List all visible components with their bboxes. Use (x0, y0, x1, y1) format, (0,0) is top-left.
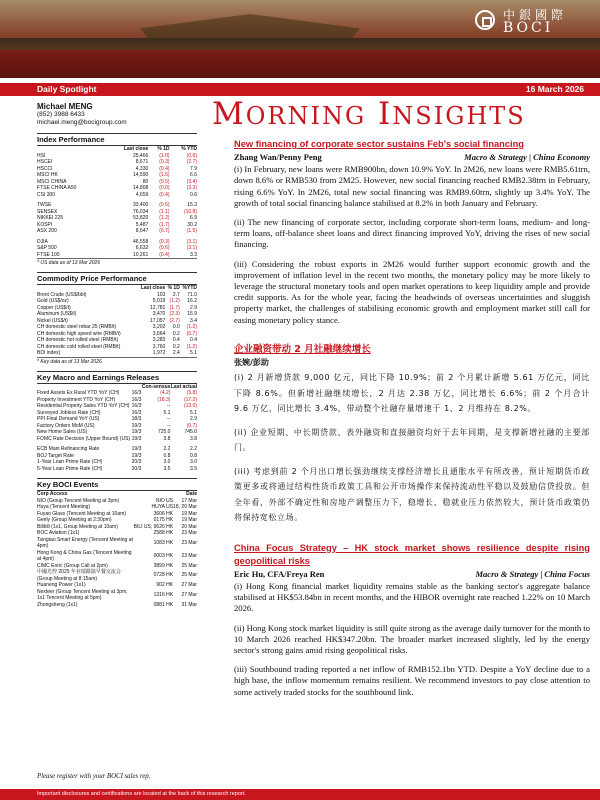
boc-emblem-icon (475, 10, 495, 30)
event-cell: 20 Mar (181, 523, 197, 530)
events-title: Key BOCI Events (37, 478, 197, 491)
left-sidebar (37, 100, 197, 608)
macro-cell: 5.1 (190, 409, 197, 416)
commodity-header-cell: % 1D (167, 285, 180, 291)
index-cell: (1.5) (159, 172, 170, 178)
macro-cell: BOJ Target Rate (37, 452, 74, 459)
index-cell: (0.7) (159, 228, 170, 234)
event-cell: 25 Mar (181, 572, 197, 579)
event-cell: 902 HK (156, 582, 174, 588)
event-cell: 2588 HK (153, 530, 174, 536)
macro-table (37, 384, 197, 473)
commodity-cell: CH domestic cold rolled steel (RMB/t) (37, 343, 121, 350)
macro-cell: New Home Sales (US) (37, 429, 88, 435)
index-cell: 3.3 (190, 251, 197, 258)
macro-cell: -- (167, 416, 171, 422)
commodity-cell: 3,283 (152, 337, 166, 343)
macro-cell: 19/3 (131, 452, 142, 459)
event-cell: 23 Mar (181, 539, 197, 546)
commodity-cell: 103 (156, 291, 166, 298)
section-bar (0, 83, 600, 96)
event-row (37, 537, 197, 550)
index-cell: 0.6 (190, 191, 197, 198)
commodity-cell: 3,202 (152, 324, 166, 330)
index-cell: 8,547 (135, 228, 149, 234)
event-cell: 中國光控 2025 年业绩路演早餐交流会 (Group Meeting at 8:15am) (37, 569, 121, 582)
macro-cell: Residential Property Sales YTD YoY (CH) (37, 403, 130, 409)
macro-cell: 16/3 (131, 396, 142, 403)
event-cell: 1083 HK (153, 539, 174, 546)
article-3-byline: Eric Hu, CFA/Freya Ren Macro & Strategy | China Focus (234, 568, 590, 579)
index-cell: 80 (142, 178, 149, 185)
macro-cell: 20/3 (131, 465, 142, 472)
macro-cell: Property Investment YTD YoY (CH) (37, 396, 116, 403)
index-cell: (3.4) (186, 178, 197, 185)
macro-cell: 3.0 (190, 459, 197, 465)
index-cell: 7.9 (190, 165, 197, 172)
commodity-title: Commodity Price Performance (37, 272, 197, 285)
index-cell: SENSEX (37, 208, 58, 215)
event-cell: Zhongsheng (1x1) (37, 601, 78, 608)
event-header-cell: Corp Access (37, 491, 68, 497)
macro-cell: 16/3 (131, 390, 142, 396)
index-cell: 6.9 (190, 215, 197, 221)
article-2-byline: 张婉/彭助 (234, 358, 269, 368)
macro-cell: 3.8 (190, 435, 197, 442)
footer-disclaimer: Important disclosures and certifications are located at the back of this research report. (37, 791, 246, 797)
event-cell: Tsingtao Smart Energy (Tencent Meeting at 4pm) (37, 536, 133, 549)
commodity-note: * Key data as of 13 Mar 2026 (37, 357, 197, 365)
index-cell: (10.8) (183, 208, 197, 215)
event-cell: 18, 20 Mar (173, 504, 197, 510)
report-date: 16 March 2026 (525, 84, 584, 94)
macro-cell: 5-Year Loan Prime Rate (CH) (37, 465, 103, 472)
commodity-cell: 1,972 (152, 350, 166, 356)
commodity-cell: 16.2 (187, 298, 197, 304)
index-cell: 53,820 (132, 215, 149, 221)
commodity-cell: Copper (US$/t) (37, 304, 71, 311)
macro-cell: 0.8 (190, 452, 197, 459)
macro-cell: (0.7) (186, 422, 197, 429)
index-cell: 46,558 (132, 238, 149, 245)
commodity-cell: 17,057 (150, 317, 166, 324)
commodity-cell: 2.4 (172, 350, 180, 356)
index-cell: 30.2 (187, 221, 197, 228)
event-cell: NIO (Group Tencent Meeting at 3pm) (37, 497, 120, 504)
macro-title: Key Macro and Earnings Releases (37, 371, 197, 384)
index-cell: (0.4) (159, 251, 170, 258)
index-cell: 6,632 (135, 245, 149, 251)
article-1-p2: (ii) The new financing of corporate sector, including corporate short-term loans, medium- and long-term loans, off-balance sheet loans and direct financing improved YoY, driving the rises of new social financing. (234, 217, 590, 250)
logo-cn: 中銀國際 (503, 8, 568, 22)
event-row (37, 589, 197, 602)
macro-cell: 18/3 (131, 416, 142, 422)
macro-cell: (4.2) (160, 390, 171, 396)
wall-illustration (0, 50, 600, 78)
macro-cell: PPI Final Demand YoY (US) (37, 416, 100, 422)
macro-cell: 725.0 (157, 429, 171, 435)
author-name: Michael MENG (37, 102, 93, 111)
commodity-cell: (2.7) (169, 317, 180, 324)
commodity-cell: 16.9 (187, 311, 197, 317)
article-3-p1: (i) Hong Kong financial market liquidity remains stable as the banking sector's aggregate balance stabilised at HK$53.84bn in recent months, and the HIBOR overnight rate reached 1.22% on 10 March 2026. (234, 580, 590, 614)
commodity-cell: 3.4 (190, 317, 197, 324)
macro-cell: Surveyed Jobless Rate (CH) (37, 409, 101, 416)
commodity-cell: 0.4 (190, 337, 197, 343)
index-cell: KOSPI (37, 221, 53, 228)
commodity-cell: 3,664 (152, 330, 166, 337)
commodity-table (37, 285, 197, 357)
commodity-cell: 3,470 (152, 311, 166, 317)
index-note: * US data as of 13 Mar 2026 (37, 258, 197, 266)
article-2-p1: (i) 2 月新增贷款 9,000 亿元，同比下降 10.9%；前 2 个月累计新增 5.61 万亿元，同比下降 8.6%。但新增社融继续增长，2 月达 2.38 万亿，同比增长 6.6%；前 2 个月合计 9.6 万亿，同比增长 3.4%，带动整个社融存量增速于 1、2 月维持在 8.2%。 (234, 373, 590, 414)
event-cell: NIO US (155, 497, 174, 504)
event-cell: 17 Mar (181, 497, 197, 504)
commodity-header-cell: %YTD (182, 285, 197, 291)
macro-cell: FOMC Rate Decision (Upper Bound) (US) (37, 435, 131, 442)
index-cell: 14,590 (132, 172, 149, 178)
index-cell: (3.1) (186, 238, 197, 245)
commodity-cell: (0.7) (186, 330, 197, 337)
commodity-cell: (1.2) (169, 298, 180, 304)
event-cell: 3899 HK (153, 562, 174, 569)
macro-cell: 2.9 (190, 416, 197, 422)
macro-row (37, 466, 197, 473)
commodity-cell: (2.3) (169, 311, 180, 317)
event-row (37, 602, 197, 609)
index-cell: NIKKEI 225 (37, 215, 64, 221)
article-3-p2: (ii) Hong Kong stock market liquidity is still quite strong as the average daily turnover for the month to 10 March 2026 reached HK$347.20bn. The broader market increased slightly, led by the energy sector's strong gains amid rising geopolitical risks. (234, 622, 590, 655)
macro-header-cell: Last actual (170, 383, 197, 390)
event-row (37, 569, 197, 582)
macro-cell: 0.8 (163, 452, 171, 459)
commodity-cell: 0.2 (172, 343, 180, 350)
event-cell: 0728 HK (153, 572, 174, 579)
commodity-cell: Brent Crude (US$/bbl) (37, 291, 87, 298)
index-cell: (0.3) (159, 159, 170, 165)
commodity-cell: Aluminum (US$/t) (37, 311, 77, 317)
events-table (37, 491, 197, 608)
index-cell: CSI 300 (37, 191, 56, 198)
macro-cell: 3.0 (163, 459, 171, 465)
index-cell: (3.3) (186, 185, 197, 191)
morning-insights-title: MORNING INSIGHTS (212, 96, 526, 132)
index-cell: (0.5) (159, 202, 170, 208)
commodity-cell: CH domestic hot rolled steel (RMB/t) (37, 337, 119, 343)
article-2-p2: (ii) 企业短期、中长期贷款、表外融资和直接融资均好于去年同期，是支撑新增社融的主要部门。 (234, 427, 590, 453)
index-cell: 8,671 (135, 159, 149, 165)
index-cell: FTSE 100 (37, 251, 60, 258)
commodity-cell: 2.7 (172, 291, 180, 298)
event-cell: Huya (Tencent Meeting) (37, 504, 91, 510)
index-cell: (1.2) (159, 215, 170, 221)
index-cell: 6.6 (190, 172, 197, 178)
commodity-header-cell: Last close (140, 285, 166, 291)
macro-cell: 5.1 (163, 409, 171, 416)
macro-cell: 1-Year Loan Prime Rate (CH) (37, 459, 103, 465)
event-cell: 23 Mar (181, 552, 197, 559)
boci-logo (475, 6, 590, 40)
index-cell: 10,261 (132, 251, 149, 258)
commodity-cell: 5.1 (190, 350, 197, 356)
author-email[interactable]: michael.meng@bocigroup.com (37, 119, 127, 126)
event-cell: 19 Mar (181, 510, 197, 517)
index-cell: FTSE CHINA A50 (37, 185, 77, 191)
main-content (234, 138, 590, 706)
event-cell: Geely (Group Meeting at 2:30pm) (37, 517, 112, 523)
index-performance-table (37, 146, 197, 258)
macro-cell: 16/3 (131, 409, 142, 416)
commodity-cell: (1.2) (186, 324, 197, 330)
event-row (37, 550, 197, 563)
index-cell: 4,330 (135, 165, 149, 172)
event-cell: 3606 HK (153, 510, 174, 517)
article-3-title[interactable]: China Focus Strategy – HK stock market shows resilience despite rising geopolitical risks (234, 542, 590, 566)
event-cell: 23 Mar (181, 530, 197, 536)
macro-cell: 3.8 (163, 435, 171, 442)
commodity-cell: Gold (US$/oz) (37, 298, 69, 304)
commodity-cell: 0.4 (172, 337, 180, 343)
commodity-cell: BDI index) (37, 350, 61, 356)
logo-en: BOCI (503, 20, 554, 36)
macro-cell: 19/3 (131, 435, 142, 442)
macro-cell: 19/3 (131, 446, 142, 452)
macro-cell: 745.0 (184, 429, 197, 435)
index-cell: 5,487 (135, 221, 149, 228)
index-cell: (0.6) (186, 152, 197, 159)
event-cell: 0881 HK (153, 601, 174, 608)
commodity-cell: CH domestic steel rebar 25 (RMB/t) (37, 324, 117, 330)
index-cell: HSCEI (37, 159, 53, 165)
macro-header-cell: Con-sensus (141, 383, 171, 390)
commodity-cell: 71.0 (187, 291, 197, 298)
macro-cell: -- (167, 403, 171, 409)
commodity-cell: (1.2) (186, 343, 197, 350)
macro-cell: (3.8) (186, 390, 197, 396)
index-cell: HSCCI (37, 165, 53, 172)
macro-cell: 2.2 (163, 446, 171, 452)
index-cell: 15.3 (187, 202, 197, 208)
index-cell: (1.0) (159, 152, 170, 159)
index-cell: (1.5) (186, 228, 197, 234)
event-cell: Nexteer (Group Tencent Meeting at 3pm, 1x1 Tencent Meeting at 5pm) (37, 588, 128, 601)
event-cell: 27 Mar (181, 591, 197, 598)
macro-cell: 20/3 (131, 459, 142, 465)
macro-cell: -- (167, 422, 171, 429)
commodity-cell: 3,760 (152, 343, 166, 350)
commodity-cell: 0.2 (172, 330, 180, 337)
index-cell: (0.5) (159, 178, 170, 185)
article-1-byline: Zhang Wan/Penny Peng Macro & Strategy | China Economy (234, 152, 590, 162)
commodity-cell: 2.9 (190, 304, 197, 311)
index-cell: (2.7) (186, 159, 197, 165)
commodity-cell: 5,019 (152, 298, 166, 304)
index-cell: (0.4) (159, 165, 170, 172)
macro-cell: (13.0) (183, 403, 197, 409)
index-cell: ASX 200 (37, 228, 57, 234)
index-header-cell: % YTD (181, 146, 197, 152)
event-cell: BOC Aviation (1x1) (37, 530, 80, 536)
event-cell: 1316 HK (153, 591, 174, 598)
article-3-p3: (iii) Southbound trading reported a net inflow of RMB152.1bn YTD. Despite a YoY decline due to a high base, the inflow momentum remains resilient. We recommend investors to pay close attention to some actively traded stocks for the southbound link. (234, 664, 590, 697)
event-cell: HUYA US (151, 504, 174, 510)
event-cell: 19 Mar (181, 517, 197, 523)
event-cell: Fuyao Glass (Tencent Meeting at 10am) (37, 510, 126, 517)
macro-cell: 3.5 (190, 465, 197, 472)
article-1-p1: (i) In February, new loans were RMB900bn, down 10.9% YoY. In 2M26, new loans were RMB5.61trn, down 8.6% or RMB530 from 2M25. However, new social financing reached RMB2.38trn in February, rising 6.6% YoY. In 2M26, total new social financing was RMB9.60trn, slightly up 3.4% YoY. The growth of total social financing balance stabilised at 8.2% in both January and February. (234, 164, 590, 208)
macro-cell: 3.5 (163, 465, 171, 472)
section-label: Daily Spotlight (37, 84, 97, 94)
event-cell: 0175 HK (153, 517, 174, 523)
index-cell: 25,466 (132, 152, 149, 159)
index-cell: (1.1) (159, 208, 170, 215)
header-banner (0, 0, 600, 78)
macro-cell: Factory Orders MoM (US) (37, 422, 95, 429)
index-cell: TWSE (37, 202, 52, 208)
index-cell: 33,400 (132, 202, 149, 208)
event-cell: Huaneng Power (1x1) (37, 582, 86, 588)
event-cell: 0003 HK (153, 552, 174, 559)
macro-cell: 16/3 (131, 403, 142, 409)
author-phone: (852) 3988 6433 (37, 111, 85, 118)
event-cell: Hong Kong & China Gas (Tencent Meeting at 4pm) (37, 549, 132, 562)
index-cell: 14,808 (132, 185, 149, 191)
event-cell: 31 Mar (181, 601, 197, 608)
macro-cell: 19/3 (131, 429, 142, 435)
article-1-p3: (iii) Considering the robust exports in 2M26 would further support economic growth and the improvement of inflation level in the recent two months, the monetary policy may be more likely to leverage the structural monetary tools and open market operations to keep liquidity ample and provide credit supports. As for the whole year, facing the headwinds of overseas uncertainties and sluggish property market, the challenges of stabilising economic growth and employment market still call for easing monetary policy stance. (234, 258, 590, 325)
commodity-cell: CH domestic high speed wire (RMB/t) (37, 330, 121, 337)
commodity-cell: (1.7) (169, 304, 180, 311)
macro-cell: 2.2 (190, 446, 197, 452)
event-header-cell: Date (186, 491, 197, 497)
index-performance-title: Index Performance (37, 133, 197, 146)
commodity-cell: 12,781 (150, 304, 166, 311)
index-cell: HSI (37, 152, 46, 159)
event-cell: 25 Mar (181, 562, 197, 569)
index-cell: MSCI CHINA (37, 178, 67, 185)
article-2-p3: (iii) 考虑到前 2 个月出口增长强劲继续支撑经济增长且通胀水平有所改善，预计短期货币政策更多或将通过结构性货币政策工具和公开市场操作来保持流动性平稳以及鼓励信贷投放。但全年看，外部不确定性和房地产调整压力下，稳增长、稳就业压力依然较大，预计货币政策仍将保持宽松立场。 (234, 466, 590, 523)
commodity-row (37, 337, 197, 344)
index-header-cell: % 1D (157, 146, 170, 152)
article-1-title[interactable]: New financing of corporate sector sustains Feb's social financing (234, 139, 524, 149)
macro-cell: (18.3) (157, 396, 171, 403)
macro-cell: (17.2) (183, 396, 197, 403)
footer-bar (0, 789, 600, 800)
index-header-cell: Last close (123, 146, 149, 152)
index-cell: 76,034 (132, 208, 149, 215)
index-cell: MSCI HK (37, 172, 58, 178)
event-cell: 27 Mar (181, 582, 197, 588)
index-cell: (1.7) (159, 221, 170, 228)
commodity-cell: 0.0 (172, 324, 180, 330)
event-cell: BILI US; 9626 HK (133, 523, 174, 530)
event-cell: Bilibili (1x1, Group Meeting at 10am) (37, 523, 118, 530)
commodity-cell: Nickel (US$/t) (37, 317, 68, 324)
event-cell: CIMC Enric (Group Call at 2pm) (37, 562, 108, 569)
macro-cell: Fixed Assets Ex Rural YTD YoY (CH) (37, 390, 120, 396)
index-cell: (0.6) (159, 245, 170, 251)
index-cell: S&P 500 (37, 245, 57, 251)
macro-cell: ECB Main Refinancing Rate (37, 446, 100, 452)
index-cell: (0.4) (159, 191, 170, 198)
index-cell: DJIA (37, 238, 48, 245)
index-cell: 4,659 (135, 191, 149, 198)
index-cell: (0.0) (159, 185, 170, 191)
article-2-title[interactable]: 企业融资带动 2 月社融继续增长 (234, 343, 371, 355)
index-cell: (3.1) (186, 245, 197, 251)
register-note: Please register with your BOCI sales rep. (37, 773, 151, 780)
index-cell: (0.3) (159, 238, 170, 245)
macro-cell: 19/3 (131, 422, 142, 429)
